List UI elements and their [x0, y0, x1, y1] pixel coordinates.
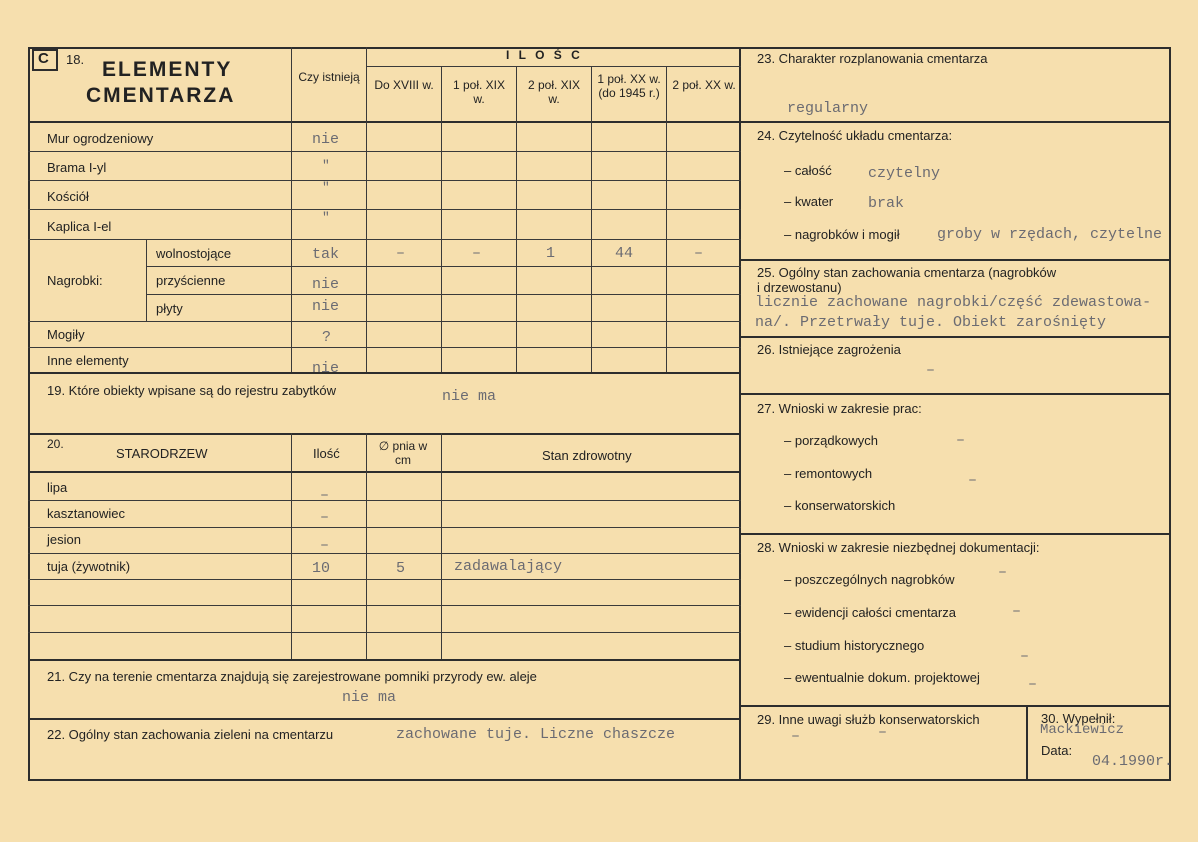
col-header-period-4: 1 poł. XX w. (do 1945 r.) — [597, 72, 661, 100]
value-period-5: – — [694, 245, 704, 262]
q28-value-studium: – — [1020, 648, 1030, 665]
q27-value-porzadkowych: – — [956, 432, 966, 449]
grid-line — [366, 66, 741, 67]
q25-label-line1: 25. Ogólny stan zachowania cmentarza (nagrobków — [757, 265, 1057, 280]
q25-value-line2: na/. Przetrwały tuje. Obiekt zarośnięty — [755, 314, 1107, 331]
q20-row-kasztanowiec: kasztanowiec — [47, 506, 126, 521]
row-label-inne: Inne elementy — [47, 353, 129, 368]
grid-line — [441, 433, 442, 659]
q22-value: zachowane tuje. Liczne chaszcze — [396, 726, 676, 743]
grid-line — [739, 533, 1171, 535]
value-period-1: – — [396, 245, 406, 262]
q30-date-label: Data: — [1041, 743, 1073, 758]
q20-title: STARODRZEW — [116, 446, 208, 461]
grid-line — [28, 151, 741, 152]
q26-label: 26. Istniejące zagrożenia — [757, 342, 901, 357]
q27-item-porzadkowych: – porządkowych — [784, 433, 878, 448]
value-period-3: 1 — [546, 245, 556, 262]
grid-line — [146, 266, 741, 267]
q28-item-projektowej: – ewentualnie dokum. projektowej — [784, 670, 980, 685]
row-label-przyscienne: przyścienne — [156, 273, 226, 288]
q20-col-stan: Stan zdrowotny — [542, 448, 632, 463]
q23-value: regularny — [787, 100, 869, 117]
grid-line — [28, 527, 741, 528]
row-label-mogily: Mogiły — [47, 327, 85, 342]
value-mur-exists: nie — [312, 131, 340, 148]
grid-line — [739, 121, 1171, 123]
q28-value-nagrobkow: – — [998, 564, 1008, 581]
q20-number: 20. — [47, 437, 64, 451]
q27-item-konserwatorskich: – konserwatorskich — [784, 498, 896, 513]
grid-line — [28, 718, 741, 720]
q22-label: 22. Ogólny stan zachowania zieleni na cmentarzu — [47, 727, 334, 742]
row-label-wolnostojace: wolnostojące — [156, 246, 232, 261]
grid-line — [28, 209, 741, 210]
value-mogily-exists: ? — [322, 329, 332, 346]
q30-name: Mackiewicz — [1040, 722, 1125, 738]
col-header-period-3: 2 poł. XIX w. — [527, 78, 581, 106]
value-wolnostojace-exists: tak — [312, 246, 340, 263]
value-inne-exists: nie — [312, 360, 340, 377]
q24-label: 24. Czytelność układu cmentarza: — [757, 128, 953, 143]
q27-item-remontowych: – remontowych — [784, 466, 873, 481]
q24-value-kwater: brak — [868, 195, 905, 212]
q27-value-remontowych: – — [968, 472, 978, 489]
q27-label: 27. Wnioski w zakresie prac: — [757, 401, 922, 416]
grid-line — [28, 321, 741, 322]
q20-tuja-pnia: 5 — [396, 560, 406, 577]
q25-label-line2: i drzewostanu) — [757, 280, 842, 295]
q28-item-ewidencji: – ewidencji całości cmentarza — [784, 605, 956, 620]
value-kaplica-exists: " — [322, 210, 330, 225]
q20-lipa-ilosc: – — [320, 487, 330, 504]
col-header-period-2: 1 poł. XIX w. — [452, 78, 506, 106]
grid-line — [666, 66, 667, 372]
section-title-line1: ELEMENTY — [102, 58, 233, 81]
row-label-plyty: płyty — [156, 301, 183, 316]
grid-line — [739, 336, 1171, 338]
row-label-kosciol: Kościół — [47, 189, 89, 204]
q24-item-calosc: – całość — [784, 163, 832, 178]
value-przyscienne-exists: nie — [312, 276, 340, 293]
q20-tuja-stan: zadawalający — [454, 558, 563, 575]
grid-line — [28, 121, 741, 123]
section-c-letter: C — [38, 50, 49, 67]
q28-value-ewidencji: – — [1012, 603, 1022, 620]
grid-line — [366, 433, 367, 659]
q24-item-nagrobkow: – nagrobków i mogił — [784, 227, 900, 242]
value-kosciol-exists: " — [322, 180, 330, 195]
col-header-period-1: Do XVIII w. — [374, 78, 434, 92]
grid-line — [28, 372, 741, 374]
col-header-period-5: 2 poł. XX w. — [672, 78, 736, 92]
q28-label: 28. Wnioski w zakresie niezbędnej dokumentacji: — [757, 540, 1040, 555]
q28-value-projektowej: – — [1028, 676, 1038, 693]
col-header-exists: Czy istnieją — [298, 70, 360, 84]
grid-line — [28, 180, 741, 181]
section-title-line2: CMENTARZA — [86, 84, 236, 107]
grid-line — [591, 66, 592, 372]
q29-value-2: – — [878, 724, 888, 741]
grid-line — [516, 66, 517, 372]
q20-tuja-ilosc: 10 — [312, 560, 331, 577]
grid-line — [28, 579, 741, 580]
value-plyty-exists: nie — [312, 298, 340, 315]
grid-line — [146, 294, 741, 295]
grid-line — [291, 433, 292, 659]
q19-value: nie ma — [442, 388, 497, 405]
grid-line — [146, 239, 147, 321]
row-label-nagrobki: Nagrobki: — [47, 273, 103, 288]
row-label-kaplica: Kaplica I-el — [47, 219, 112, 234]
grid-line — [28, 471, 741, 473]
q29-label: 29. Inne uwagi służb konserwatorskich — [757, 712, 980, 727]
q20-col-ilosc: Ilość — [313, 446, 340, 461]
ilosc-header: I L O Ś C — [506, 48, 583, 62]
value-brama-exists: " — [322, 158, 330, 173]
section-18-number: 18. — [66, 52, 85, 67]
grid-line — [1026, 705, 1028, 781]
q20-row-jesion: jesion — [47, 532, 81, 547]
q26-value: – — [926, 362, 936, 379]
q29-value-1: – — [791, 728, 801, 745]
q23-label: 23. Charakter rozplanowania cmentarza — [757, 51, 988, 66]
q19-label: 19. Które obiekty wpisane są do rejestru zabytków — [47, 383, 337, 398]
q21-value: nie ma — [342, 689, 397, 706]
q24-value-nagrobkow: groby w rzędach, czytelne — [937, 226, 1163, 243]
value-period-2: – — [472, 245, 482, 262]
grid-line — [28, 500, 741, 501]
q24-item-kwater: – kwater — [784, 194, 834, 209]
row-label-brama: Brama I-yl — [47, 160, 107, 175]
grid-line — [739, 705, 1171, 707]
grid-line — [28, 632, 741, 633]
q20-row-tuja: tuja (żywotnik) — [47, 559, 131, 574]
grid-line — [28, 239, 741, 240]
q28-item-nagrobkow: – poszczególnych nagrobków — [784, 572, 955, 587]
q20-kasztanowiec-ilosc: – — [320, 509, 330, 526]
grid-line — [28, 605, 741, 606]
grid-line — [739, 393, 1171, 395]
q30-date-value: 04.1990r. — [1092, 753, 1174, 770]
grid-line — [28, 347, 741, 348]
grid-line — [28, 433, 741, 435]
row-label-mur: Mur ogrodzeniowy — [47, 131, 154, 146]
grid-line — [739, 259, 1171, 261]
grid-line — [28, 553, 741, 554]
grid-line — [28, 659, 741, 661]
q21-label: 21. Czy na terenie cmentarza znajdują się zarejestrowane pomniki przyrody ew. aleje — [47, 669, 537, 684]
q24-value-calosc: czytelny — [868, 165, 941, 182]
q20-row-lipa: lipa — [47, 480, 68, 495]
q20-col-pnia: ∅ pnia w cm — [378, 439, 428, 467]
q20-jesion-ilosc: – — [320, 537, 330, 554]
q30-label: 30. Wypełnił: — [1041, 711, 1116, 726]
q28-item-studium: – studium historycznego — [784, 638, 925, 653]
grid-line — [441, 66, 442, 372]
value-period-4: 44 — [615, 245, 634, 262]
q25-value-line1: licznie zachowane nagrobki/część zdewastowa- — [755, 294, 1152, 311]
